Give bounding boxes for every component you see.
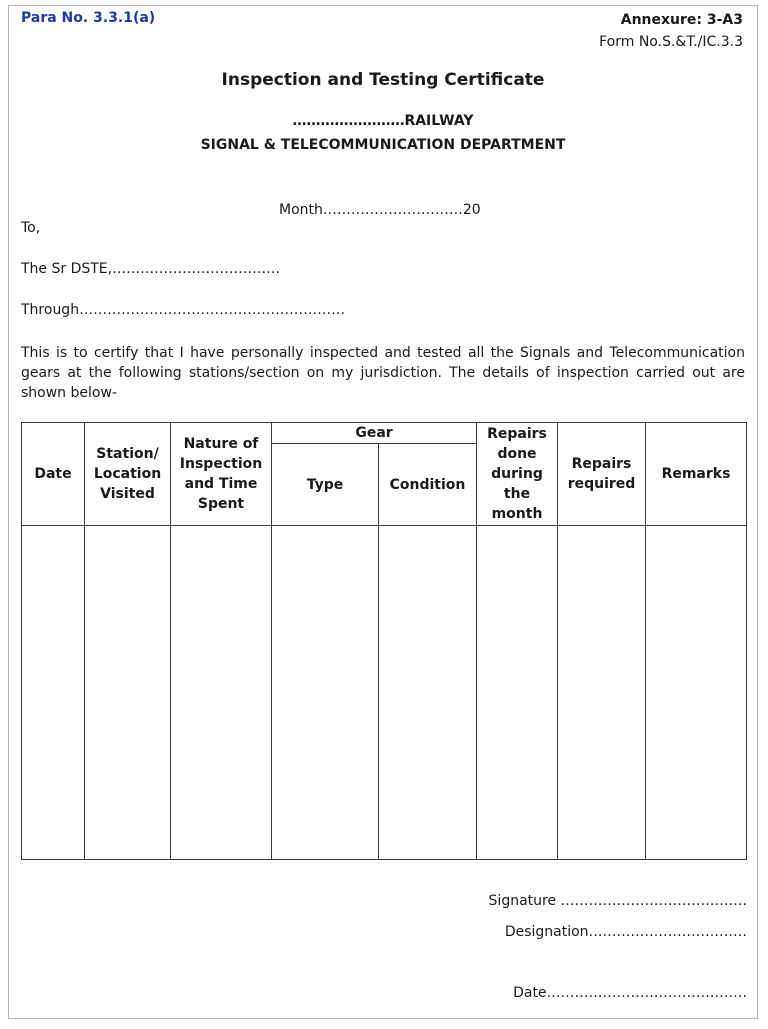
inspection-table	[21, 422, 747, 860]
table-cell	[272, 526, 379, 860]
table-cell	[477, 526, 558, 860]
para-number: Para No. 3.3.1(a)	[21, 10, 156, 26]
col-header-date: Date	[22, 423, 85, 526]
signature-line: Signature ………………………………….	[488, 893, 747, 909]
through-line: Through…………………………………………………	[21, 302, 346, 318]
table-cell	[85, 526, 171, 860]
month-line: Month…………………………20	[279, 202, 481, 218]
form-number: Form No.S.&T./IC.3.3	[599, 34, 743, 50]
table-cell	[646, 526, 747, 860]
certificate-form	[8, 5, 758, 1019]
certification-text: This is to certify that I have personally inspected and tested all the Signals and Telecommunication gears at the following stations/section on my jurisdiction. The details of inspection carried out are shown below-	[21, 345, 745, 401]
col-header-station: Station/ Location Visited	[85, 423, 171, 526]
department-line: SIGNAL & TELECOMMUNICATION DEPARTMENT	[200, 137, 566, 153]
railway-line: ……………………RAILWAY	[292, 113, 474, 129]
table-row	[22, 526, 747, 860]
table-cell	[22, 526, 85, 860]
to-line: To,	[21, 220, 41, 236]
col-header-gear: Gear	[272, 423, 477, 444]
date-line: Date…………………………………….	[513, 985, 747, 1001]
col-header-gear-condition: Condition	[379, 444, 477, 526]
sr-dste-line: The Sr DSTE,………………………………	[21, 261, 281, 277]
table-cell	[379, 526, 477, 860]
col-header-gear-type: Type	[272, 444, 379, 526]
table-cell	[558, 526, 646, 860]
col-header-nature: Nature of Inspection and Time Spent	[171, 423, 272, 526]
page-title: Inspection and Testing Certificate	[221, 70, 545, 90]
col-header-remarks: Remarks	[646, 423, 747, 526]
table-cell	[171, 526, 272, 860]
col-header-repairs-done: Repairs done during the month	[477, 423, 558, 526]
designation-line: Designation……….……………………	[504, 924, 747, 940]
annexure-label: Annexure: 3-A3	[620, 12, 743, 28]
col-header-repairs-required: Repairs required	[558, 423, 646, 526]
